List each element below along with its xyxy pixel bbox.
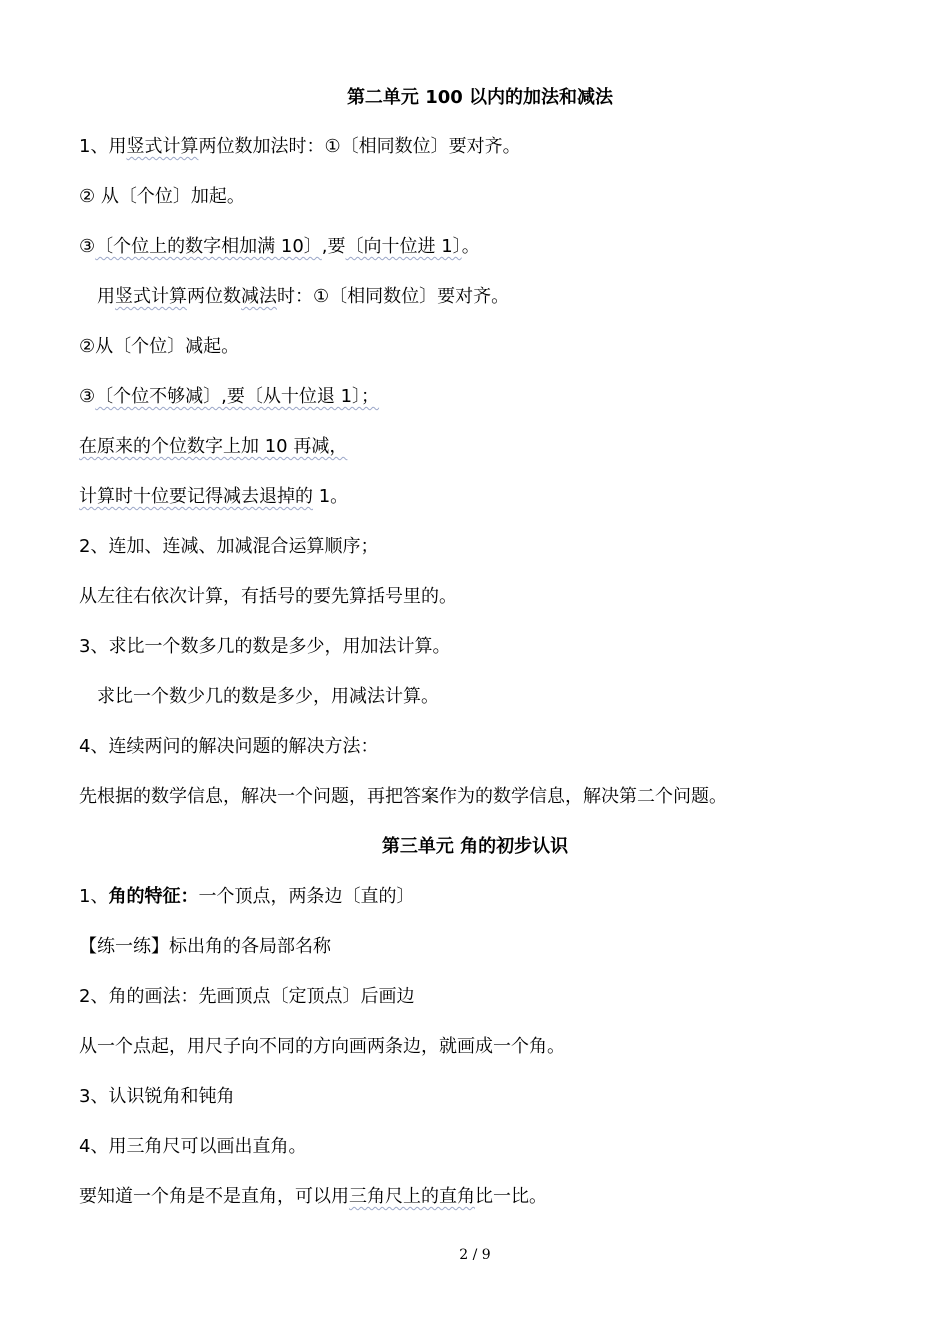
text-run: ③ xyxy=(79,236,96,257)
paragraph-line xyxy=(79,485,348,509)
text-run: ,要 xyxy=(321,236,346,257)
text-run: 计算时十位要记得减去退掉的 xyxy=(79,486,313,507)
paragraph-line: 从左往右依次计算，有括号的要先算括号里的。 xyxy=(79,586,457,607)
text-run: ③ xyxy=(79,386,96,407)
page-number: 2 / 9 xyxy=(459,1247,491,1263)
text-run: 。 xyxy=(461,236,480,257)
paragraph-line xyxy=(79,1185,547,1209)
text-run: 一个顶点，两条边〔直的〕 xyxy=(198,886,415,907)
paragraph-line: 2、角的画法：先画顶点〔定顶点〕后画边 xyxy=(79,986,415,1007)
paragraph-line: 2、连加、连减、加减混合运算顺序； xyxy=(79,536,379,557)
text-run: 角的特征： xyxy=(108,886,199,907)
paragraph-line xyxy=(79,885,414,909)
text-run: 〔向十位进 1〕 xyxy=(345,236,462,257)
paragraph-line xyxy=(79,135,521,159)
paragraph-line xyxy=(79,385,379,409)
paragraph-line: 先根据的数学信息，解决一个问题，再把答案作为的数学信息，解决第二个问题。 xyxy=(79,786,727,807)
unit2-heading: 第二单元 100 以内的加法和减法 xyxy=(346,87,614,108)
text-run: 1、用 xyxy=(79,136,127,157)
text-run: 两位数 xyxy=(187,286,241,307)
text-run: 三角尺上的直角 xyxy=(349,1186,475,1207)
text-run: 减法 xyxy=(241,286,277,307)
text-run: 〔个位上的数字相加满 10〕 xyxy=(95,236,322,257)
text-run: 比一比。 xyxy=(475,1186,547,1207)
text-run: 1、 xyxy=(79,886,109,907)
text-run: 要知道一个角是不是直角，可以用 xyxy=(79,1186,349,1207)
paragraph-line: 求比一个数少几的数是多少，用减法计算。 xyxy=(97,686,439,707)
text-run: 两位数加法时：①〔相同数位〕要对齐。 xyxy=(198,136,521,157)
paragraph-line: 4、用三角尺可以画出直角。 xyxy=(79,1136,307,1157)
paragraph-line: ②从〔个位〕减起。 xyxy=(79,336,240,357)
paragraph-line xyxy=(79,435,347,459)
paragraph-line: 3、认识锐角和钝角 xyxy=(79,1086,235,1107)
paragraph-line: ② 从〔个位〕加起。 xyxy=(79,186,245,207)
text-run: 时：①〔相同数位〕要对齐。 xyxy=(277,286,510,307)
paragraph-line: 从一个点起，用尺子向不同的方向画两条边，就画成一个角。 xyxy=(79,1036,565,1057)
text-run: 〔个位不够减〕,要〔从十位退 1〕； xyxy=(95,386,380,407)
text-run: 竖式计算 xyxy=(115,286,187,307)
paragraph-line xyxy=(79,235,480,259)
paragraph-line: 3、求比一个数多几的数是多少，用加法计算。 xyxy=(79,636,451,657)
text-run: 用 xyxy=(97,286,115,307)
paragraph-line xyxy=(97,285,509,309)
text-run: 1。 xyxy=(313,486,349,507)
unit3-heading: 第三单元 角的初步认识 xyxy=(381,836,569,857)
text-run: 在原来的个位数字上加 10 再减， xyxy=(79,436,348,457)
text-run: 竖式计算 xyxy=(126,136,199,157)
paragraph-line: 【练一练】标出角的各局部名称 xyxy=(79,936,331,957)
paragraph-line: 4、连续两问的解决问题的解决方法： xyxy=(79,736,379,757)
